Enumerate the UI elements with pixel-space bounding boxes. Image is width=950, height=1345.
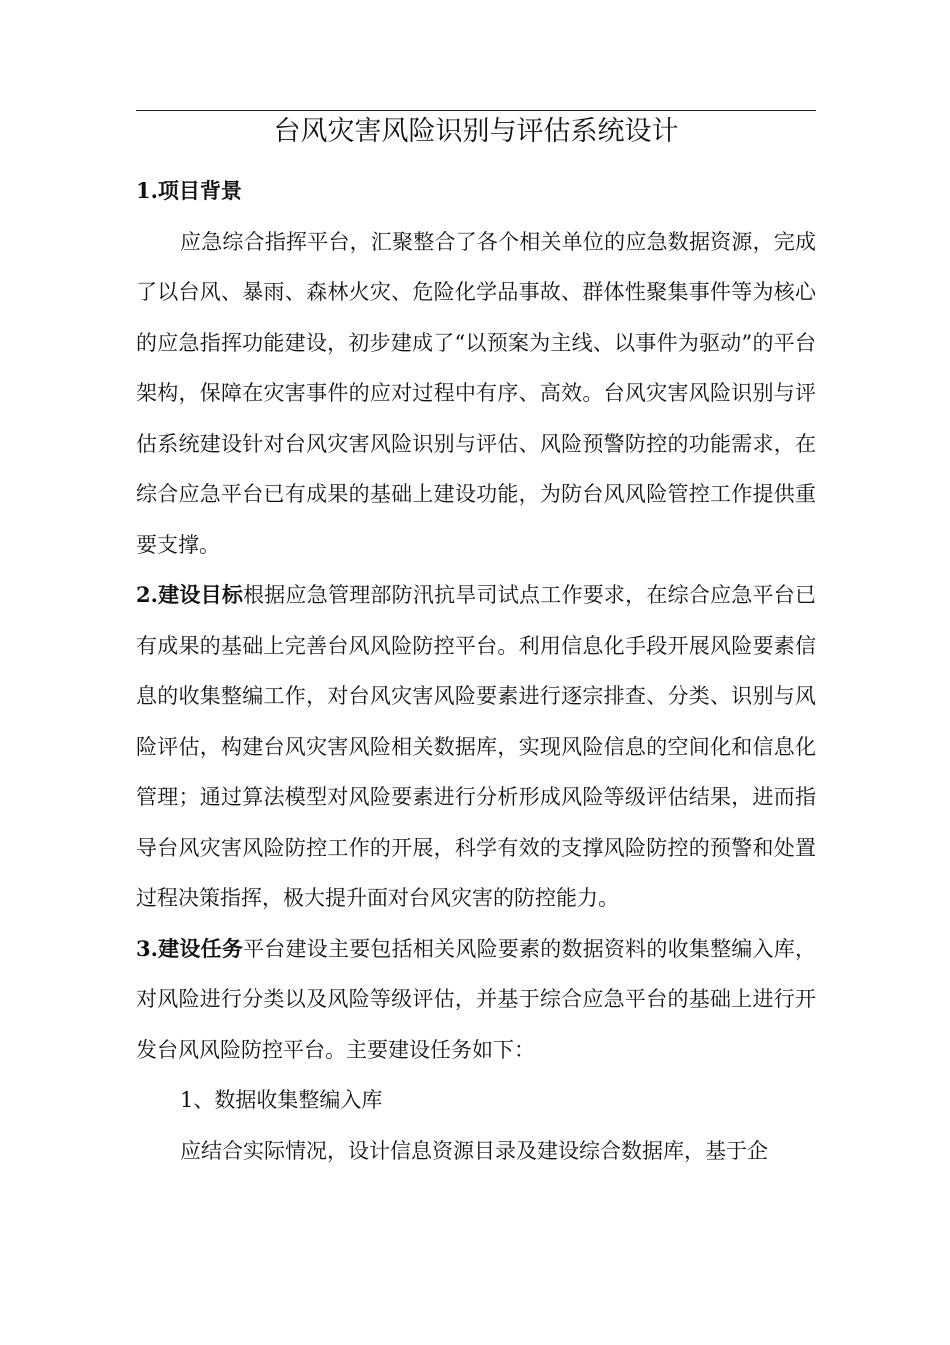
section-heading-goal: 2.建设目标 — [136, 582, 244, 607]
section-paragraph-goal: 根据应急管理部防汛抗旱司试点工作要求，在综合应急平台已有成果的基础上完善台风风险防控平台。利用信息化手段开展风险要素信息的收集整编工作，对台风灾害风险要素进行逐宗排查、分类、识别与风险评估，构建台风灾害风险相关数据库，实现风险信息的空间化和信息化管理；通过算法模型对风险要素进行分析形成风险等级评估结果，进而指导台风灾害风险防控工作的开展，科学有效的支撑风险防控的预警和处置过程决策指挥，极大提升面对台风灾害的防控能力。 — [136, 583, 816, 910]
subitem-heading: 1、数据收集整编入库 — [180, 1088, 383, 1112]
section-goal — [136, 570, 816, 924]
document-title: 台风灾害风险识别与评估系统设计 — [273, 116, 679, 147]
header-rule — [136, 110, 816, 111]
document-body — [136, 166, 816, 1176]
section-paragraph-tasks: 平台建设主要包括相关风险要素的数据资料的收集整编入库，对风险进行分类以及风险等级评估，并基于综合应急平台的基础上进行开发台风风险防控平台。主要建设任务如下： — [136, 936, 816, 1062]
section-heading-tasks: 3.建设任务 — [136, 935, 244, 961]
subitem-paragraph: 应结合实际情况，设计信息资源目录及建设综合数据库，基于企 — [180, 1138, 768, 1163]
section-tasks — [136, 924, 816, 1076]
section-heading-background: 1.项目背景 — [136, 178, 242, 203]
section-paragraph-background: 应急综合指挥平台，汇聚整合了各个相关单位的应急数据资源，完成了以台风、暴雨、森林火灾、危险化学品事故、群体性聚集事件等为核心的应急指挥功能建设，初步建成了“以预案为主线、以事件为驱动”的平台架构，保障在灾害事件的应对过程中有序、高效。台风灾害风险识别与评估系统建设针对台风灾害风险识别与评估、风险预警防控的功能需求，在综合应急平台已有成果的基础上建设功能，为防台风风险管控工作提供重要支撑。 — [136, 229, 816, 557]
